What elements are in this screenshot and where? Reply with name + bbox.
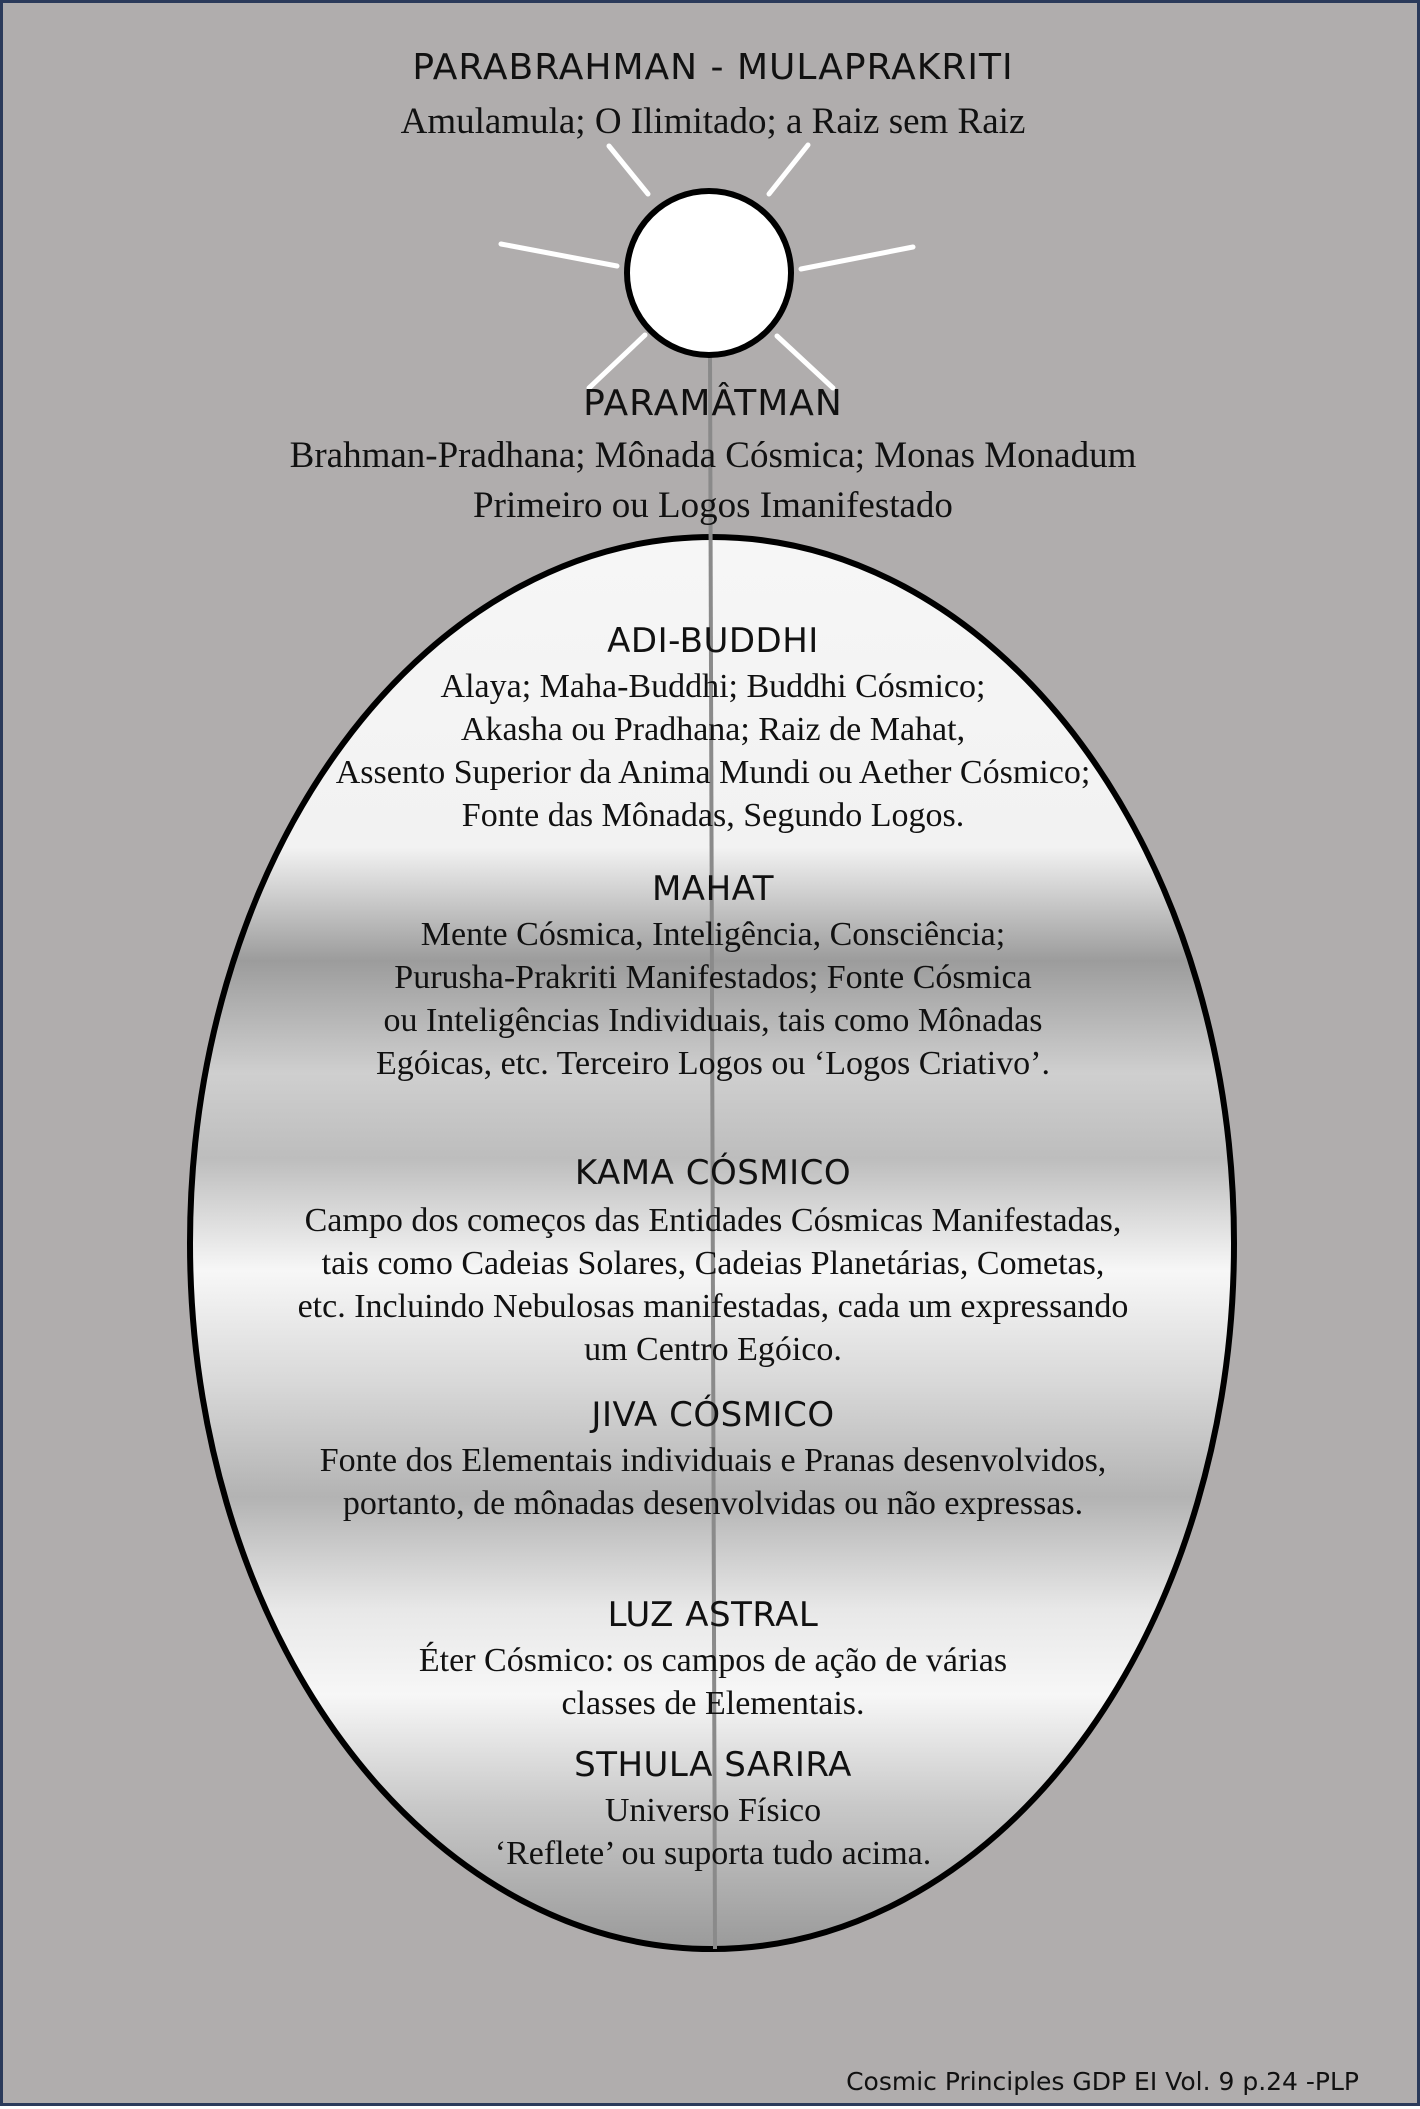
sun-ray [769, 145, 808, 194]
principle-line: ou Inteligências Individuais, tais como Mônadas [383, 1002, 1043, 1039]
principle-line: etc. Incluindo Nebulosas manifestadas, cada um expressando [297, 1288, 1129, 1325]
principle-line: Purusha-Prakriti Manifestados; Fonte Cósmica [394, 959, 1032, 996]
principle-line: Fonte dos Elementais individuais e Pranas desenvolvidos, [319, 1442, 1107, 1479]
sun-ray [609, 146, 648, 194]
principle-title-sthula-sarira: STHULA SARIRA [574, 1745, 852, 1785]
principle-line: Egóicas, etc. Terceiro Logos ou ‘Logos Criativo’. [376, 1045, 1050, 1082]
sun-ray [777, 336, 833, 388]
principle-line: portanto, de mônadas desenvolvidas ou não expressas. [342, 1485, 1084, 1522]
paramatman-title: PARAMÂTMAN [583, 383, 843, 424]
sun-circle [627, 191, 791, 355]
principle-line: Fonte das Mônadas, Segundo Logos. [461, 797, 965, 834]
parabrahman-subtitle: Amulamula; O Ilimitado; a Raiz sem Raiz [400, 101, 1026, 142]
principle-line: ‘Reflete’ ou suporta tudo acima. [494, 1835, 932, 1872]
principle-title-kama-cosmico: KAMA CÓSMICO [574, 1153, 852, 1193]
principle-title-luz-astral: LUZ ASTRAL [607, 1595, 819, 1635]
principle-line: um Centro Egóico. [584, 1331, 842, 1368]
principle-title-jiva-cosmico: JIVA CÓSMICO [591, 1395, 835, 1435]
parabrahman-title: PARABRAHMAN - MULAPRAKRITI [412, 47, 1014, 88]
principle-line: Assento Superior da Anima Mundi ou Aether Cósmico; [335, 754, 1091, 791]
sun-ray [501, 244, 617, 266]
principle-text-luz-astral [3, 1639, 1420, 1725]
principle-line: Éter Cósmico: os campos de ação de várias [418, 1642, 1008, 1679]
principle-text-adi-buddhi [3, 665, 1420, 837]
paramatman-line: Brahman-Pradhana; Mônada Cósmica; Monas Monadum [289, 435, 1137, 476]
principle-title-adi-buddhi: ADI-BUDDHI [607, 621, 819, 661]
principle-text-mahat [3, 913, 1420, 1085]
principle-title-mahat: MAHAT [651, 869, 775, 909]
principle-line: Mente Cósmica, Inteligência, Consciência; [420, 916, 1006, 953]
principle-line: tais como Cadeias Solares, Cadeias Planetárias, Cometas, [321, 1245, 1105, 1282]
principle-line: Akasha ou Pradhana; Raiz de Mahat, [460, 711, 966, 748]
source-credit: Cosmic Principles GDP EI Vol. 9 p.24 -PLP [846, 2067, 1359, 2096]
paramatman-description [3, 431, 1420, 531]
principle-text-sthula-sarira [3, 1789, 1420, 1875]
principle-line: classes de Elementais. [561, 1685, 865, 1722]
principle-line: Universo Físico [604, 1792, 822, 1829]
principle-line: Campo dos começos das Entidades Cósmicas Manifestadas, [304, 1202, 1122, 1239]
sun-ray [589, 335, 645, 388]
paramatman-line: Primeiro ou Logos Imanifestado [473, 485, 953, 526]
principle-text-jiva-cosmico [3, 1439, 1420, 1525]
principle-text-kama-cosmico [3, 1199, 1420, 1371]
principle-line: Alaya; Maha-Buddhi; Buddhi Cósmico; [440, 668, 986, 705]
sun-ray [801, 247, 913, 269]
